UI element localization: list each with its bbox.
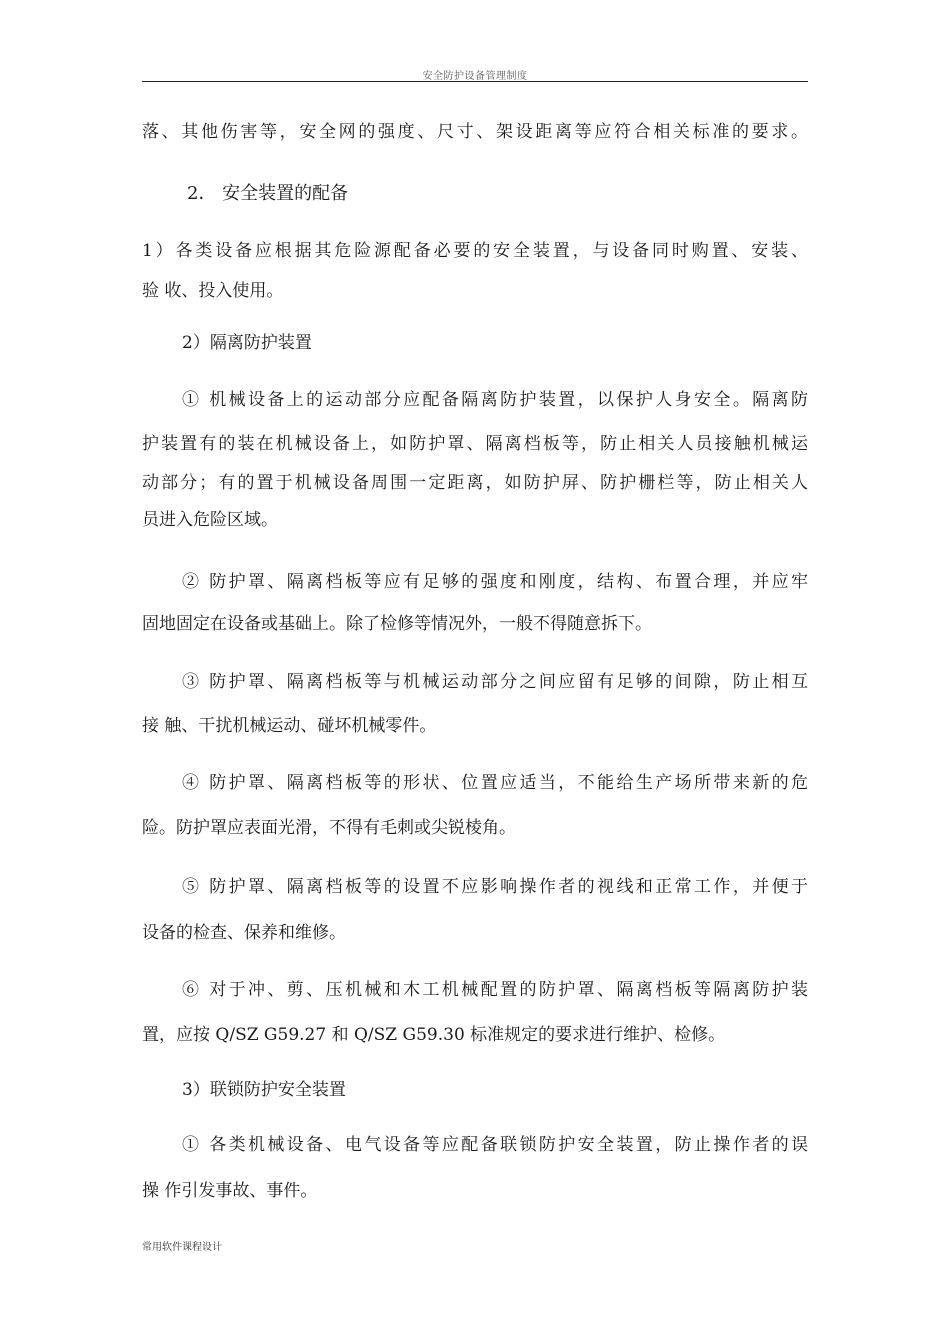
body-line: 护装置有的装在机械设备上，如防护罩、隔离档板等，防止相关人员接触机械运 [142, 434, 808, 454]
body-line: ① 各类机械设备、电气设备等应配备联锁防护安全装置，防止操作者的误 [182, 1135, 808, 1155]
body-line: 固地固定在设备或基础上。除了检修等情况外，一般不得随意拆下。 [142, 614, 652, 634]
running-footer: 常用软件课程设计 [142, 1242, 222, 1253]
body-line: 员进入危险区域。 [142, 510, 278, 530]
subsection-heading: 3）联锁防护安全装置 [182, 1080, 346, 1100]
body-line: ⑥ 对于冲、剪、压机械和木工机械配置的防护罩、隔离档板等隔离防护装 [182, 980, 808, 1000]
body-line: 险。防护罩应表面光滑，不得有毛刺或尖锐棱角。 [142, 818, 516, 838]
running-header: 安全防护设备管理制度 [422, 71, 528, 82]
body-line: 操 作引发事故、事件。 [142, 1181, 318, 1201]
header-divider [142, 81, 808, 82]
body-line: 接 触、干扰机械运动、碰坏机械零件。 [142, 716, 437, 736]
body-line: 动部分；有的置于机械设备周围一定距离，如防护屏、防护栅栏等，防止相关人 [142, 473, 808, 493]
body-line: ③ 防护罩、隔离档板等与机械运动部分之间应留有足够的间隙，防止相互 [182, 672, 808, 692]
body-line: ④ 防护罩、隔离档板等的形状、位置应适当，不能给生产场所带来新的危 [182, 773, 808, 793]
body-line: 验 收、投入使用。 [142, 281, 284, 301]
body-line: 1）各类设备应根据其危险源配备必要的安全装置，与设备同时购置、安装、 [142, 241, 808, 261]
body-line: 落、其他伤害等，安全网的强度、尺寸、架设距离等应符合相关标准的要求。 [142, 122, 808, 142]
body-line: ⑤ 防护罩、隔离档板等的设置不应影响操作者的视线和正常工作，并便于 [182, 877, 808, 897]
body-line: ② 防护罩、隔离档板等应有足够的强度和刚度，结构、布置合理，并应牢 [182, 572, 808, 592]
body-line: 置，应按 Q/SZ G59.27 和 Q/SZ G59.30 标准规定的要求进行维护、检修。 [142, 1025, 726, 1045]
section-heading: 2． 安全装置的配备 [187, 183, 349, 204]
body-line: 设备的检查、保养和维修。 [142, 923, 346, 943]
body-line: ① 机械设备上的运动部分应配备隔离防护装置，以保护人身安全。隔离防 [182, 390, 808, 410]
subsection-heading: 2）隔离防护装置 [182, 333, 312, 353]
